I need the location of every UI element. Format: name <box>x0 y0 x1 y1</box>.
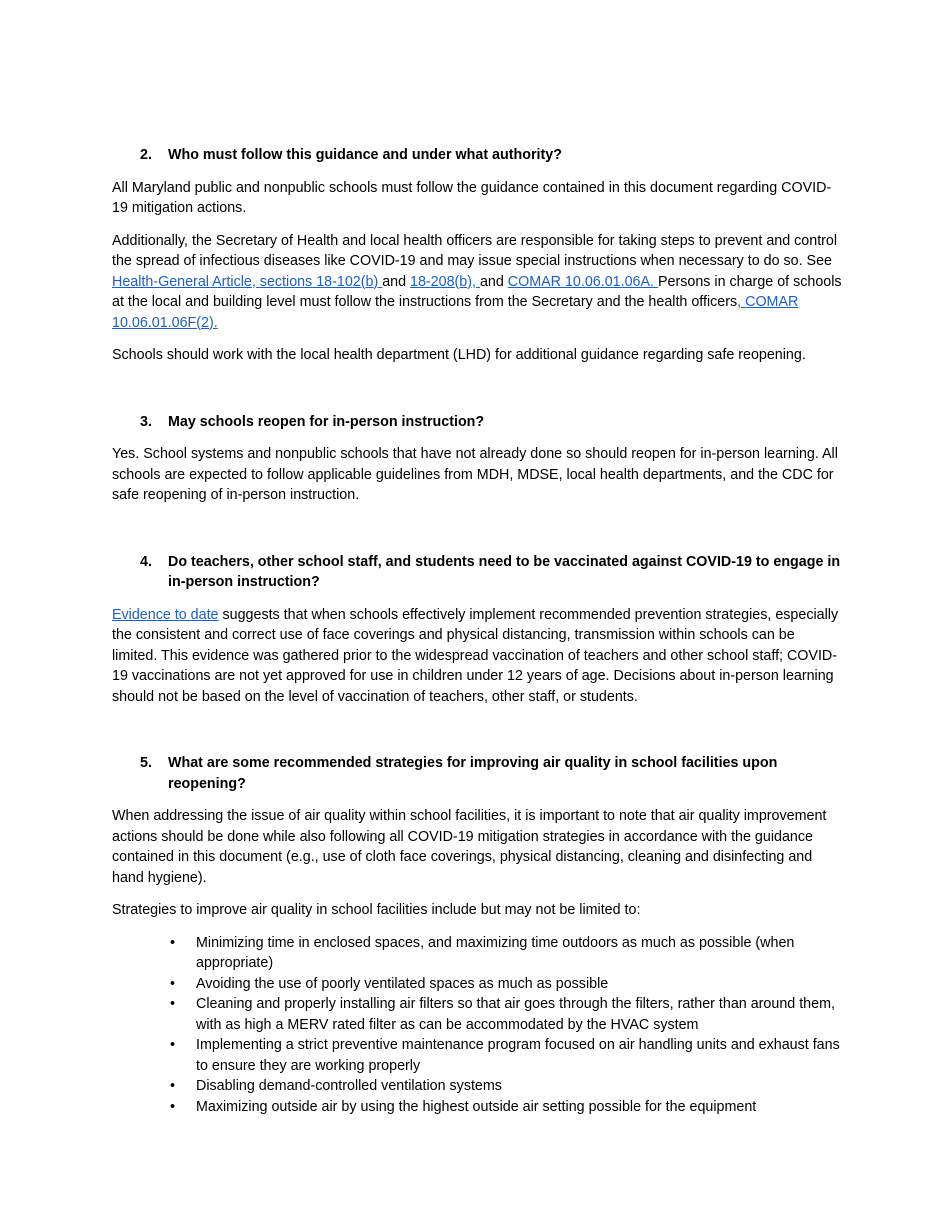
list-item-text: Maximizing outside air by using the highest outside air setting possible for the equipment <box>196 1098 757 1115</box>
paragraph: Schools should work with the local health department (LHD) for additional guidance regarding safe reopening. <box>112 347 806 363</box>
question-number: 3. <box>140 413 152 430</box>
list-item-text: Avoiding the use of poorly ventilated spaces as much as possible <box>196 975 609 992</box>
paragraph-evidence <box>112 605 842 708</box>
text-run: and <box>382 273 411 290</box>
text-run: Additionally, the Secretary of Health and local health officers are responsible for taking steps to prevent and control the spread of infectious diseases like COVID-19 and may issue special instructions when necessary to do so. See <box>112 232 838 269</box>
paragraph: Strategies to improve air quality in school facilities include but may not be limited to: <box>112 902 641 918</box>
list-item-text: Implementing a strict preventive maintenance program focused on air handling units and exhaust fans to ensure they are working properly <box>196 1037 840 1074</box>
question-5-heading <box>112 753 842 794</box>
document-page <box>112 145 842 1117</box>
link-18-208b[interactable]: 18-208(b), <box>410 273 480 290</box>
question-3-heading <box>112 412 842 433</box>
strategies-list <box>112 933 842 1118</box>
question-number: 4. <box>140 553 152 570</box>
text-run: suggests that when schools effectively implement recommended prevention strategies, especially the consistent and correct use of face coverings and physical distancing, transmission within schools can be limited. This evidence was gathered prior to the widespread vaccination of teachers and other school staff; COVID-19 vaccinations are not yet approved for use in children under 12 years of age. Decisions about in-person learning should not be based on the level of vaccination of teachers, other staff, or students. <box>112 606 839 705</box>
bullet-icon: • <box>170 996 176 1012</box>
list-item <box>112 933 842 974</box>
paragraph: When addressing the issue of air quality within school facilities, it is important to note that air quality improvement actions should be done while also following all COVID-19 mitigation strategies in accordance with the guidance contained in this document (e.g., use of cloth face coverings, physical distancing, cleaning and disinfecting and hand hygiene). <box>112 808 827 886</box>
text-run: Persons in charge of schools at the local and building level must follow the instructions from the Secretary and the health officers <box>112 273 842 310</box>
paragraph-authority <box>112 231 842 334</box>
question-text: May schools reopen for in-person instruction? <box>168 413 485 430</box>
list-item <box>112 1097 842 1118</box>
link-comar-06a[interactable]: COMAR 10.06.01.06A. <box>507 273 658 290</box>
link-comar-06f2[interactable]: , COMAR 10.06.01.06F(2). <box>112 294 799 331</box>
list-item-text: Cleaning and properly installing air filters so that air goes through the filters, rather than around them, with as high a MERV rated filter as can be accommodated by the HVAC system <box>196 996 835 1033</box>
list-item <box>112 1035 842 1076</box>
link-health-general-article[interactable]: Health-General Article, sections 18-102(b) <box>112 273 383 290</box>
question-number: 2. <box>140 147 152 163</box>
bullet-icon: • <box>170 1098 176 1115</box>
bullet-icon: • <box>170 1078 176 1094</box>
list-item <box>112 974 842 995</box>
list-item <box>112 1076 842 1097</box>
question-text: Do teachers, other school staff, and students need to be vaccinated against COVID-19 to engage in in-person instruction? <box>168 553 841 590</box>
link-evidence-to-date[interactable]: Evidence to date <box>112 606 219 623</box>
paragraph: Yes. School systems and nonpublic schools that have not already done so should reopen for in-person learning. All schools are expected to follow applicable guidelines from MDH, MDSE, local health departments, and the CDC for safe reopening of in-person instruction. <box>112 446 838 503</box>
question-4-heading <box>112 552 842 593</box>
question-text: Who must follow this guidance and under what authority? <box>168 147 562 163</box>
question-2-heading <box>112 145 842 166</box>
list-item <box>112 994 842 1035</box>
question-text: What are some recommended strategies for improving air quality in school facilities upon reopening? <box>168 755 778 792</box>
paragraph: All Maryland public and nonpublic schools must follow the guidance contained in this document regarding COVID-19 mitigation actions. <box>112 179 832 216</box>
text-run: and <box>479 273 508 290</box>
list-item-text: Minimizing time in enclosed spaces, and maximizing time outdoors as much as possible (when appropriate) <box>196 934 795 971</box>
bullet-icon: • <box>170 975 176 992</box>
bullet-icon: • <box>170 934 176 951</box>
question-number: 5. <box>140 755 152 771</box>
list-item-text: Disabling demand-controlled ventilation systems <box>196 1078 502 1094</box>
bullet-icon: • <box>170 1037 176 1053</box>
